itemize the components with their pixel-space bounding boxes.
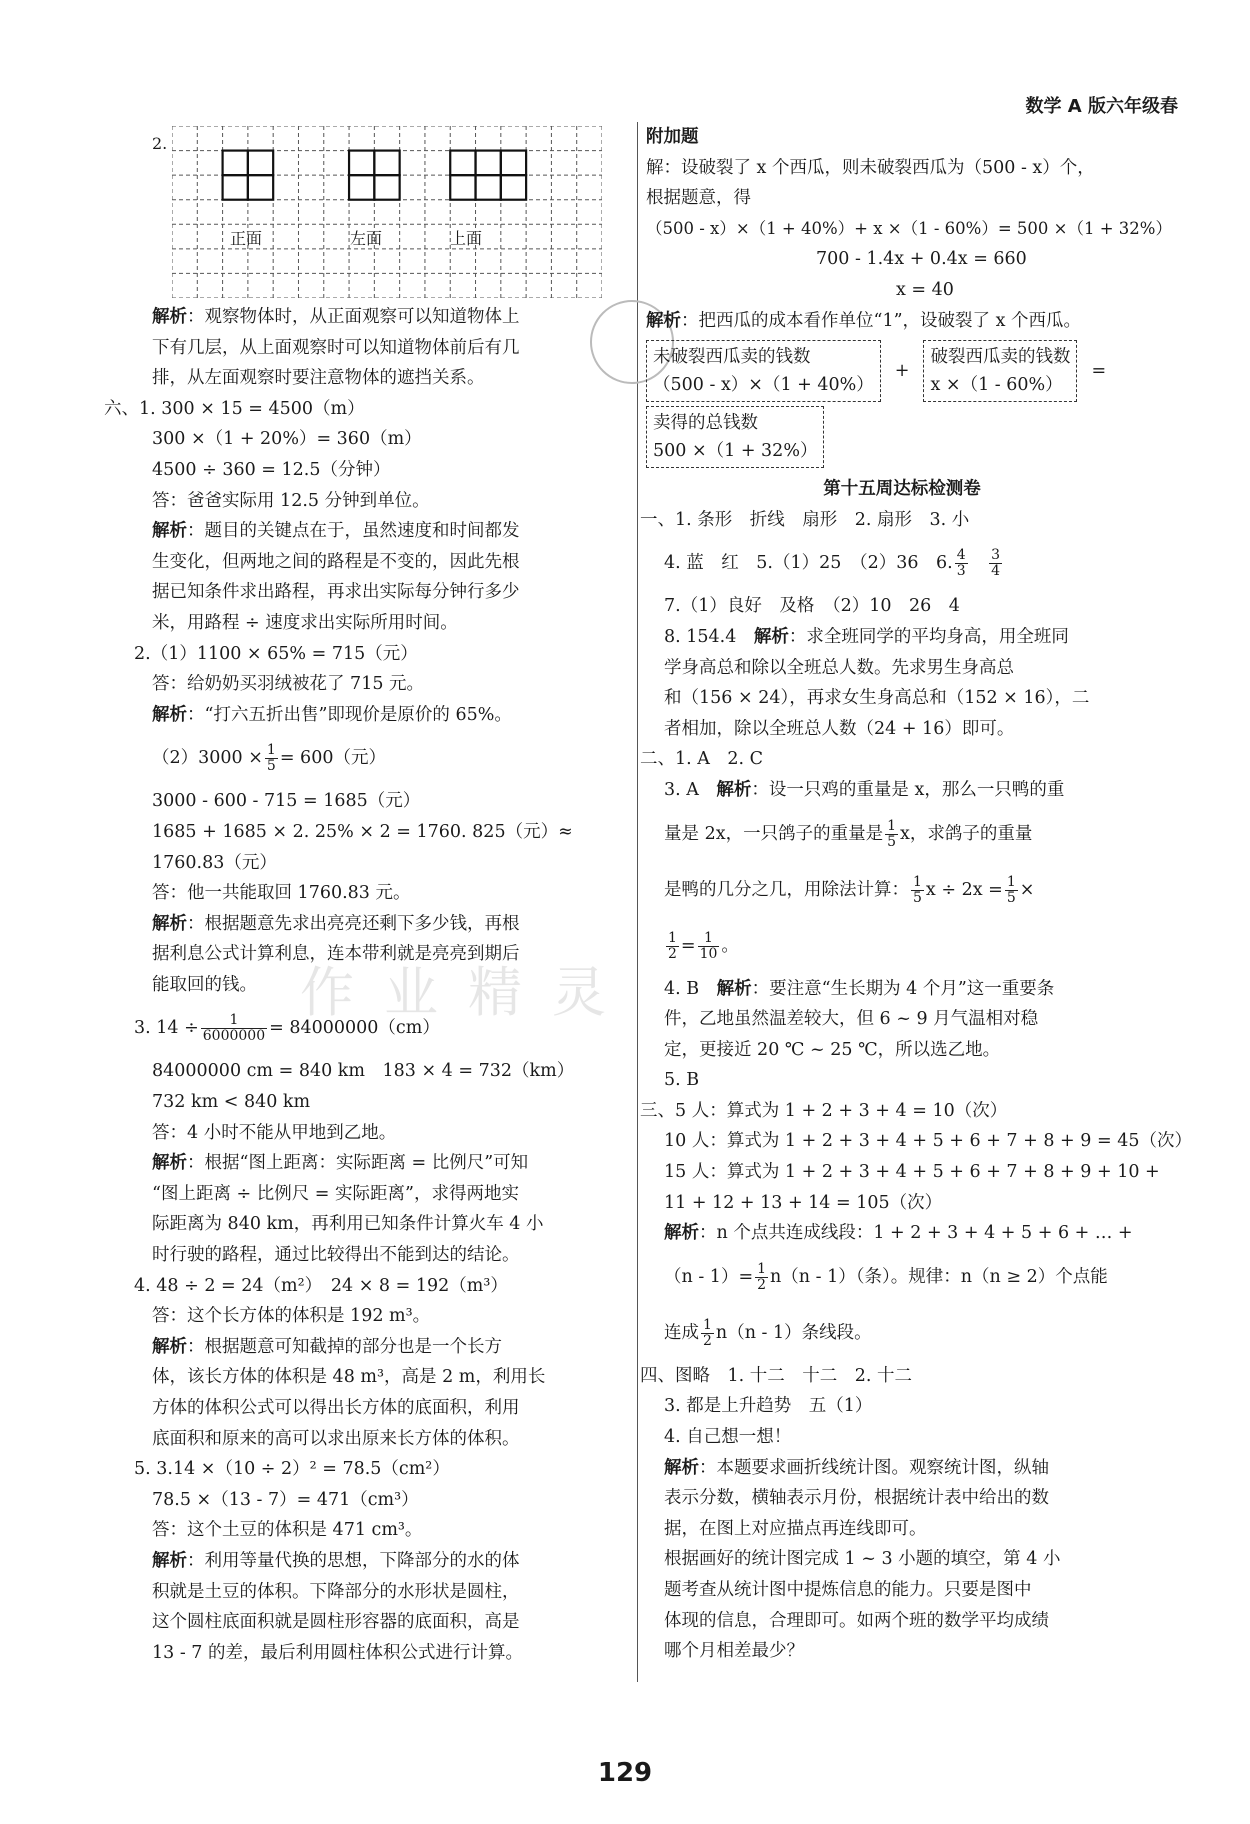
answer-line: 11 + 12 + 13 + 14 = 105（次） xyxy=(664,1192,943,1213)
fraction: $\frac{3}{4}$ xyxy=(991,547,1001,580)
answer-line: 答：4 小时不能从甲地到乙地。 xyxy=(152,1122,397,1143)
answer-line: 4. 48 ÷ 2 = 24（m²） 24 × 8 = 192（m³） xyxy=(134,1275,508,1296)
analysis-line: （n - 1）= $\frac{1}{2}$ n（n - 1）（条）。规律：n（n ≥ 2）个点能 xyxy=(664,1260,1108,1293)
answer-line: 4. 自己想一想！ xyxy=(664,1427,792,1448)
page-header: 数学 A 版六年级春 xyxy=(1025,96,1178,117)
answer-line: 三、5 人：算式为 1 + 2 + 3 + 4 = 10（次） xyxy=(640,1100,1008,1121)
answer-line: 3000 - 600 - 715 = 1685（元） xyxy=(152,791,421,812)
analysis-line: $\frac{1}{2}$ = $\frac{1}{10}$ 。 xyxy=(668,929,739,962)
fraction: $\frac{1}{5}$ xyxy=(1006,873,1016,906)
fraction: $\frac{1}{2}$ xyxy=(668,929,677,962)
analysis-line: 13 - 7 的差，最后利用圆柱体积公式进行计算。 xyxy=(152,1642,524,1663)
fraction: $\frac{1}{10}$ xyxy=(699,929,718,962)
analysis-line: 下有几层，从上面观察时可以知道物体前后有几 xyxy=(152,337,520,358)
answer-line: 答：爸爸实际用 12.5 分钟到单位。 xyxy=(152,490,430,511)
analysis-line: 解析：根据“图上距离：实际距离 = 比例尺”可知 xyxy=(152,1153,529,1174)
analysis-line: 据已知条件求出路程，再求出实际每分钟行多少 xyxy=(152,582,520,603)
answer-line: 732 km < 840 km xyxy=(152,1092,311,1113)
answer-line: 15 人：算式为 1 + 2 + 3 + 4 + 5 + 6 + 7 + 8 + 9 + 10 + xyxy=(664,1162,1160,1183)
analysis-line: 4. B 解析：要注意“生长期为 4 个月”这一重要条 xyxy=(664,978,1055,999)
analysis-line: 解析：n 个点共连成线段：1 + 2 + 3 + 4 + 5 + 6 + … + xyxy=(664,1223,1133,1244)
analysis-line: 解析：利用等量代换的思想，下降部分的水的体 xyxy=(152,1550,520,1571)
box-unbroken: 未破裂西瓜卖的钱数 （500 - x）×（1 + 40%） xyxy=(646,340,881,402)
analysis-line: 解析：把西瓜的成本看作单位“1”，设破裂了 x 个西瓜。 xyxy=(646,310,1082,331)
answer-line: 7.（1）良好 及格 （2）10 26 4 xyxy=(664,596,960,617)
analysis-line: 解析：“打六五折出售”即现价是原价的 65%。 xyxy=(152,704,512,725)
answer-line: （500 - x）×（1 + 40%）+ x ×（1 - 60%）= 500 ×（1 + 32%） xyxy=(646,218,1172,238)
page-number: 129 xyxy=(597,1758,653,1788)
left-column xyxy=(104,122,630,1668)
analysis-line: 能取回的钱。 xyxy=(152,974,257,995)
answer-line: 一、1. 条形 折线 扇形 2. 扇形 3. 小 xyxy=(640,509,970,530)
answer-line: 答：这个土豆的体积是 471 cm³。 xyxy=(152,1520,423,1541)
analysis-line: 和（156 × 24），再求女生身高总和（152 × 16），二 xyxy=(664,688,1090,709)
answer-line: 3. 都是上升趋势 五（1） xyxy=(664,1396,873,1417)
answer-line: 5. 3.14 ×（10 ÷ 2）² = 78.5（cm²） xyxy=(134,1459,450,1480)
extra-title: 附加题 xyxy=(646,127,699,147)
answer-line: 84000000 cm = 840 km 183 × 4 = 732（km） xyxy=(152,1061,575,1082)
analysis-line: 3. A 解析：设一只鸡的重量是 x，那么一只鸭的重 xyxy=(664,779,1065,800)
answer-line: 解：设破裂了 x 个西瓜，则未破裂西瓜为（500 - x）个， xyxy=(646,157,1095,178)
answer-line: 根据题意，得 xyxy=(646,188,751,209)
analysis-line: 者相加，除以全班总人数（24 + 16）即可。 xyxy=(664,718,1015,739)
answer-line: 答：这个长方体的体积是 192 m³。 xyxy=(152,1306,431,1327)
view-grid-figure xyxy=(172,126,602,298)
analysis-line: 据，在图上对应描点再连线即可。 xyxy=(664,1518,927,1539)
analysis-line: 体现的信息，合理即可。如两个班的数学平均成绩 xyxy=(664,1610,1049,1631)
answer-line: 4500 ÷ 360 = 12.5（分钟） xyxy=(152,459,391,480)
analysis-line: 解析：观察物体时，从正面观察可以知道物体上 xyxy=(152,307,520,327)
fraction: $\frac{1}{5}$ xyxy=(266,742,276,775)
analysis-line: 解析：本题要求画折线统计图。观察统计图，纵轴 xyxy=(664,1457,1049,1478)
grid-label-top: 上面 xyxy=(450,229,483,248)
analysis-line: 积就是土豆的体积。下降部分的水形状是圆柱， xyxy=(152,1581,520,1602)
equals-sign: = xyxy=(1091,361,1107,382)
analysis-line: “图上距离 ÷ 比例尺 = 实际距离”，求得两地实 xyxy=(152,1183,519,1204)
analysis-line: 解析：题目的关键点在于，虽然速度和时间都发 xyxy=(152,521,520,542)
answer-line: 答：他一共能取回 1760.83 元。 xyxy=(152,883,411,904)
answer-line: 300 ×（1 + 20%）= 360（m） xyxy=(152,429,422,450)
box-broken: 破裂西瓜卖的钱数 x ×（1 - 60%） xyxy=(923,340,1077,402)
answer-line: 700 - 1.4x + 0.4x = 660 xyxy=(816,249,1027,270)
fraction: $\frac{1}{2}$ xyxy=(703,1316,712,1349)
q2-number: 2. xyxy=(152,134,168,153)
plus-sign: + xyxy=(894,361,910,382)
analysis-line: 解析：根据题意先求出亮亮还剩下多少钱，再根 xyxy=(152,913,520,934)
analysis-line: 件，乙地虽然温差较大，但 6 ~ 9 月气温相对稳 xyxy=(664,1009,1039,1030)
analysis-line: 时行驶的路程，通过比较得出不能到达的结论。 xyxy=(152,1245,520,1266)
analysis-line: 连成 $\frac{1}{2}$ n（n - 1）条线段。 xyxy=(664,1316,872,1349)
answer-line: 二、1. A 2. C xyxy=(640,749,764,770)
answer-line: 10 人：算式为 1 + 2 + 3 + 4 + 5 + 6 + 7 + 8 + 9 = 45（次） xyxy=(664,1131,1192,1152)
answer-line: 1760.83（元） xyxy=(152,852,277,873)
view-grid xyxy=(172,126,602,298)
analysis-line: 量是 2x，一只鸽子的重量是 $\frac{1}{5}$ x，求鸽子的重量 xyxy=(664,817,1033,850)
answer-line: 5. B xyxy=(664,1070,700,1091)
analysis-line: 题考查从统计图中提炼信息的能力。只要是图中 xyxy=(664,1580,1032,1600)
analysis-line: 解析：根据题意可知截掉的部分也是一个长方 xyxy=(152,1336,502,1357)
grid-label-front: 正面 xyxy=(230,229,263,248)
analysis-line: 哪个月相差最少？ xyxy=(664,1641,804,1662)
answer-line: 四、图略 1. 十二 十二 2. 十二 xyxy=(640,1365,913,1386)
answer-line: 六、1. 300 × 15 = 4500（m） xyxy=(104,398,365,419)
answer-line: 2.（1）1100 × 65% = 715（元） xyxy=(134,643,418,664)
analysis-line: 据利息公式计算利息，连本带利就是亮亮到期后 xyxy=(152,944,520,965)
analysis-line: 米，用路程 ÷ 速度求出实际所用时间。 xyxy=(152,612,458,633)
answer-line: 3. 14 ÷ $\frac{1}{6000000}$ = 84000000（cm） xyxy=(134,1012,440,1045)
answer-line: 4. 蓝 红 5.（1）25 （2）36 6. $\frac{4}{3}$ $\frac{3}{4}$ xyxy=(664,547,1001,580)
answer-line: 1685 + 1685 × 2. 25% × 2 = 1760. 825（元）≈ xyxy=(152,821,573,842)
fraction: $\frac{1}{2}$ xyxy=(757,1260,767,1293)
analysis-line: 际距离为 840 km，再利用已知条件计算火车 4 小 xyxy=(152,1214,544,1235)
answer-line: （2）3000 × $\frac{1}{5}$ = 600（元） xyxy=(152,742,386,775)
analysis-line: 8. 154.4 解析：求全班同学的平均身高，用全班同 xyxy=(664,626,1069,647)
answer-line: 78.5 ×（13 - 7）= 471（cm³） xyxy=(152,1489,419,1510)
analysis-line: 学身高总和除以全班总人数。先求男生身高总 xyxy=(664,657,1014,678)
equation-boxes xyxy=(646,340,1158,402)
answer-line: 答：给奶奶买羽绒被花了 715 元。 xyxy=(152,674,425,695)
box-total: 卖得的总钱数 500 ×（1 + 32%） xyxy=(646,406,824,468)
analysis-line: 是鸭的几分之几，用除法计算： $\frac{1}{5}$ x ÷ 2x = $\frac{1}{5}$ × xyxy=(664,873,1035,906)
analysis-line: 生变化，但两地之间的路程是不变的，因此先根 xyxy=(152,551,520,572)
grid-label-left: 左面 xyxy=(350,229,383,248)
answer-line: x = 40 xyxy=(896,279,954,300)
analysis-line: 底面积和原来的高可以求出原来长方体的体积。 xyxy=(152,1428,520,1449)
right-column xyxy=(640,122,1192,1667)
analysis-line: 表示分数，横轴表示月份，根据统计表中给出的数 xyxy=(664,1488,1049,1509)
fraction: $\frac{1}{5}$ xyxy=(913,873,922,906)
analysis-line: 根据画好的统计图完成 1 ~ 3 小题的填空，第 4 小 xyxy=(664,1549,1061,1570)
fraction: $\frac{4}{3}$ xyxy=(956,547,966,580)
section-title: 第十五周达标检测卷 xyxy=(823,479,981,500)
watermark: 作业精灵 xyxy=(300,961,636,1024)
analysis-line: 这个圆柱底面积就是圆柱形容器的底面积，高是 xyxy=(152,1612,520,1633)
fraction: $\frac{1}{6000000}$ xyxy=(202,1012,266,1045)
analysis-line: 定，更接近 20 ℃ ~ 25 ℃，所以选乙地。 xyxy=(664,1039,1001,1060)
analysis-line: 方体的体积公式可以得出长方体的底面积，利用 xyxy=(152,1398,520,1418)
fraction: $\frac{1}{5}$ xyxy=(887,817,896,850)
analysis-line: 排，从左面观察时要注意物体的遮挡关系。 xyxy=(152,368,485,389)
analysis-line: 体，该长方体的体积是 48 m³，高是 2 m，利用长 xyxy=(152,1367,546,1388)
